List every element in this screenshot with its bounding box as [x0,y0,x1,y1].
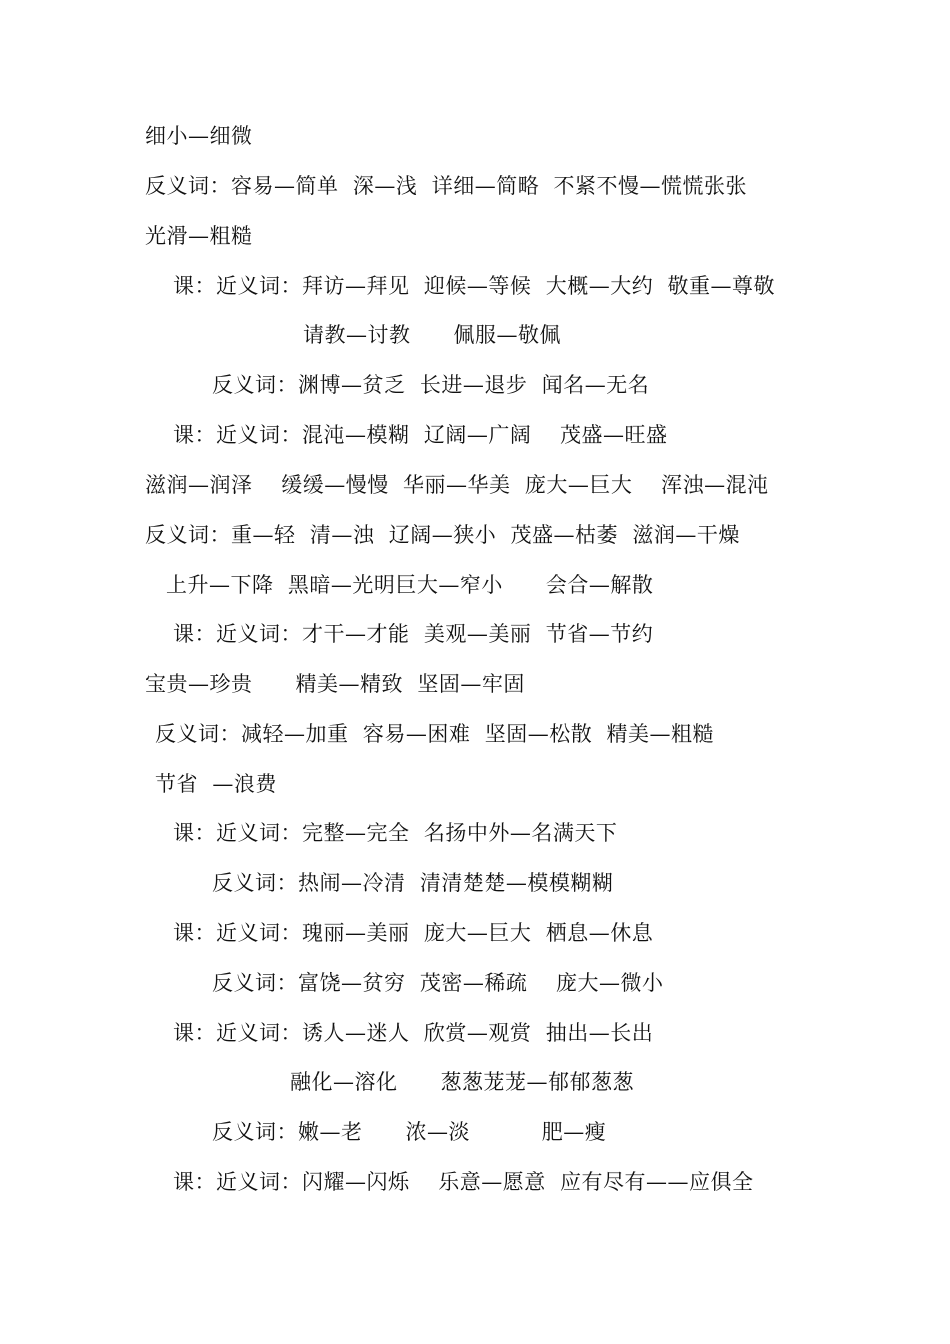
text-line: 上升—下降 黑暗—光明巨大—窄小 会合—解散 [166,573,654,597]
text-line: 课：近义词：闪耀—闪烁 乐意—愿意 应有尽有——应俱全 [173,1170,754,1194]
text-line: 反义词：渊博—贫乏 长进—退步 闻名—无名 [212,373,650,397]
text-line: 宝贵—珍贵 精美—精致 坚固—牢固 [145,672,525,696]
text-line: 反义词：减轻—加重 容易—困难 坚固—松散 精美—粗糙 [155,722,715,746]
text-line: 课：近义词：诱人—迷人 欣赏—观赏 抽出—长出 [173,1021,654,1045]
text-line: 课：近义词：才干—才能 美观—美丽 节省—节约 [173,622,654,646]
text-line: 反义词：富饶—贫穷 茂密—稀疏 庞大—微小 [212,971,664,995]
text-line: 融化—溶化 葱葱茏茏—郁郁葱葱 [290,1070,635,1094]
text-line: 课：近义词：瑰丽—美丽 庞大—巨大 栖息—休息 [173,921,654,945]
text-line: 节省 —浪费 [155,772,277,796]
text-line: 反义词：重—轻 清—浊 辽阔—狭小 茂盛—枯萎 滋润—干燥 [145,523,740,547]
text-line: 细小—细微 [145,124,253,148]
text-line: 请教—讨教 佩服—敬佩 [303,323,562,347]
text-line: 滋润—润泽 缓缓—慢慢 华丽—华美 庞大—巨大 浑浊—混沌 [145,473,769,497]
text-line: 课：近义词：拜访—拜见 迎候—等候 大概—大约 敬重—尊敬 [173,274,776,298]
text-line: 课：近义词：完整—完全 名扬中外—名满天下 [173,821,618,845]
text-line: 反义词：热闹—冷清 清清楚楚—模模糊糊 [212,871,614,895]
text-line: 反义词：嫩—老 浓—淡 肥—瘦 [212,1120,607,1144]
text-line: 反义词：容易—简单 深—浅 详细—简略 不紧不慢—慌慌张张 [145,174,748,198]
text-line: 课：近义词：混沌—模糊 辽阔—广阔 茂盛—旺盛 [173,423,668,447]
text-line: 光滑—粗糙 [145,224,253,248]
